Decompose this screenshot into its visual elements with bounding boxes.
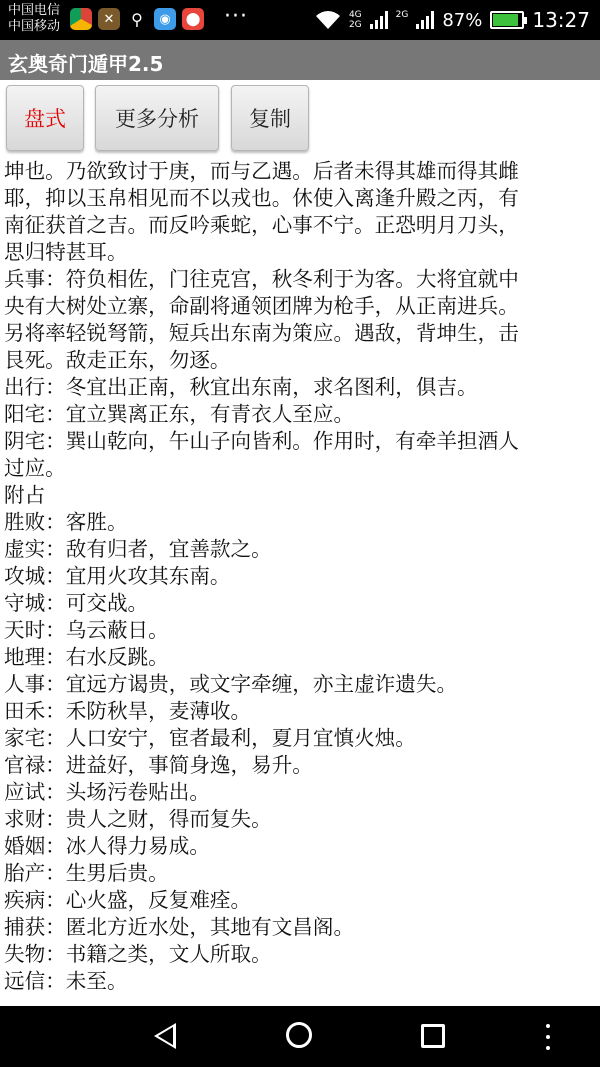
text-line: 另将率轻锐弩箭，短兵出东南为策应。遇敌，背坤生，击 (4, 321, 519, 345)
text-line: 守城：可交战。 (4, 591, 149, 615)
navigation-bar (0, 1006, 600, 1067)
carrier-info (8, 3, 60, 35)
text-line: 求财：贵人之财，得而复失。 (4, 807, 272, 831)
more-notifications-icon: ··· (224, 4, 248, 29)
text-line: 兵事：符负相佐，门往克宫，秋冬利于为客。大将宜就中 (4, 267, 519, 291)
text-line: 官禄：进益好，事简身逸，易升。 (4, 753, 313, 777)
copy-button[interactable]: 复制 (231, 85, 309, 151)
text-line: 虚实：敌有归者，宜善款之。 (4, 537, 272, 561)
text-line: 附占 (4, 483, 46, 507)
home-icon[interactable] (286, 1022, 312, 1048)
status-right (315, 0, 590, 40)
text-line: 阳宅：宜立巽离正东，有青衣人至应。 (4, 402, 355, 426)
text-line: 攻城：宜用火攻其东南。 (4, 564, 231, 588)
clock: 13:27 (532, 8, 590, 32)
title-bar (0, 40, 600, 80)
app-icon: ✕ (98, 8, 120, 30)
carrier-2: 中国移动 (8, 19, 61, 34)
text-line: 思归特甚耳。 (4, 240, 128, 264)
toolbar (0, 80, 600, 158)
more-analysis-button[interactable]: 更多分析 (95, 85, 219, 151)
notification-icons (70, 8, 204, 30)
text-line: 南征获首之吉。而反吟乘蛇，心事不宁。正恐明月刀头， (4, 213, 519, 237)
text-line: 耶，抑以玉帛相见而不以戎也。休使入离逢升殿之丙，有 (4, 186, 519, 210)
signal-2-icon (416, 11, 434, 29)
text-line: 婚姻：冰人得力易成。 (4, 834, 210, 858)
text-line: 家宅：人口安宁，宦者最利，夏月宜慎火烛。 (4, 726, 416, 750)
text-line: 胜败：客胜。 (4, 510, 128, 534)
battery-percent: 87% (442, 9, 483, 31)
text-line: 疾病：心火盛，反复难痊。 (4, 888, 252, 912)
recent-apps-icon[interactable] (421, 1024, 445, 1048)
back-icon[interactable] (154, 1023, 176, 1049)
text-line: 远信：未至。 (4, 969, 128, 993)
chrome-icon (70, 8, 92, 30)
signal-1-icon (370, 11, 388, 29)
status-bar (0, 0, 600, 40)
analysis-text-panel[interactable] (0, 158, 600, 1006)
menu-icon[interactable] (546, 1024, 550, 1050)
app-title: 玄奥奇门遁甲2.5 (8, 52, 164, 76)
text-line: 应试：头场污卷贴出。 (4, 780, 210, 804)
battery-icon (490, 11, 524, 29)
carrier-1: 中国电信 (8, 3, 61, 18)
text-line: 过应。 (4, 456, 66, 480)
text-line: 人事：宜远方谒贵，或文字牵缠，亦主虚诈遗失。 (4, 672, 458, 696)
usb-icon: ⚲ (131, 9, 143, 29)
wifi-icon (315, 10, 341, 30)
maps-icon: ⬤ (182, 8, 204, 30)
text-line: 胎产：生男后贵。 (4, 861, 169, 885)
network-type-2: 2G (395, 10, 409, 20)
text-line: 艮死。敌走正东，勿逐。 (4, 348, 231, 372)
text-line: 出行：冬宜出正南，秋宜出东南，求名图利，俱吉。 (4, 375, 478, 399)
network-type-1: 4G 2G (348, 10, 362, 30)
chart-button[interactable]: 盘式 (6, 85, 84, 151)
text-line: 地理：右水反跳。 (4, 645, 169, 669)
photo-icon: ◉ (154, 8, 176, 30)
text-line: 阴宅：巽山乾向，午山子向皆利。作用时，有牵羊担酒人 (4, 429, 519, 453)
text-line: 失物：书籍之类，文人所取。 (4, 942, 272, 966)
text-line: 央有大树处立寨，命副将通领团牌为枪手，从正南进兵。 (4, 294, 519, 318)
text-line: 坤也。乃欲致讨于庚，而与乙遇。后者未得其雄而得其雌 (4, 159, 519, 183)
text-line: 田禾：禾防秋旱，麦薄收。 (4, 699, 252, 723)
text-line: 捕获：匿北方近水处，其地有文昌阁。 (4, 915, 355, 939)
text-line: 天时：乌云蔽日。 (4, 618, 169, 642)
